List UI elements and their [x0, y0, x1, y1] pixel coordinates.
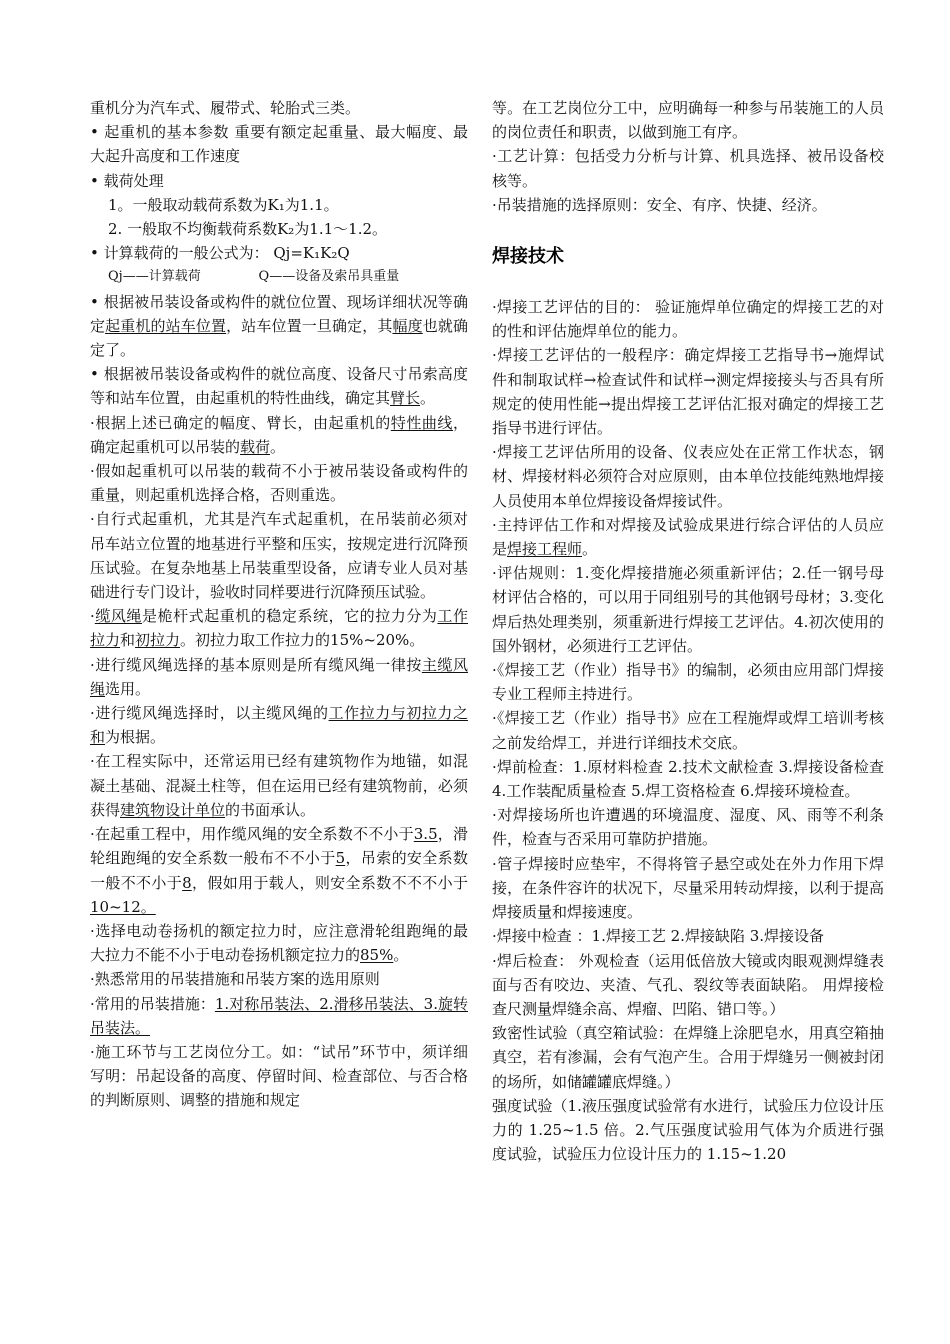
paragraph: ·管子焊接时应垫牢，不得将管子悬空或处在外力作用下焊接，在条件容许的状况下，尽量采用转动焊接，以利于提高焊接质量和焊接速度。	[492, 854, 884, 922]
paragraph: ·吊装措施的选择原则：安全、有序、快捷、经济。	[492, 195, 827, 214]
paragraph: ·对焊接场所也许遭遇的环境温度、湿度、风、雨等不利条件，检查与否采用可靠防护措施。	[492, 806, 884, 849]
paragraph: 2. 一般取不均衡载荷系数K₂为1.1～1.2。	[108, 220, 388, 239]
paragraph: ·熟悉常用的吊装措施和吊装方案的选用原则	[90, 970, 380, 989]
paragraph: • 计算载荷的一般公式为： Qj=K₁K₂Q	[90, 244, 350, 263]
paragraph: ·评估规则：1.变化焊接措施必须重新评估；2.任一钢号母材评估合格的，可以用于同组别号的其他钢号母材；3.变化焊后热处理类别，须重新进行焊接工艺评估。4.初次使用的国外钢材，必须进行工艺评估。	[492, 564, 884, 655]
paragraph: ·主持评估工作和对焊接及试验成果进行综合评估的人员应是焊接工程师。	[492, 515, 884, 559]
paragraph: ·进行缆风绳选择的基本原则是所有缆风绳一律按主缆风绳选用。	[90, 655, 468, 698]
right-column	[492, 96, 884, 1166]
paragraph: ·焊接工艺评估的目的： 验证施焊单位确定的焊接工艺的对的性和评估施焊单位的能力。	[492, 298, 884, 341]
paragraph: ·选择电动卷扬机的额定拉力时，应注意滑轮组跑绳的最大拉力不能不小于电动卷扬机额定拉力的85%。	[90, 921, 468, 965]
paragraph: ·施工环节与工艺岗位分工。如：“试吊”环节中，须详细写明：吊起设备的高度、停留时间、检查部位、与否合格的判断原则、调整的措施和规定	[90, 1042, 468, 1110]
paragraph: 重机分为汽车式、履带式、轮胎式三类。	[90, 99, 361, 117]
paragraph: ·焊接工艺评估的一般程序：确定焊接工艺指导书→施焊试件和制取试样→检查试件和试样→测定焊接接头与否具有所规定的使用性能→提出焊接工艺评估汇报对确定的焊接工艺指导书进行评估。	[492, 346, 884, 438]
paragraph: Qj——计算载荷 Q——设备及索吊具重量	[108, 269, 400, 285]
paragraph: 等。在工艺岗位分工中，应明确每一种参与吊装施工的人员的岗位责任和职责，以做到施工有序。	[492, 99, 884, 142]
paragraph: ·假如起重机可以吊装的载荷不小于被吊装设备或构件的重量，则起重机选择合格，否则重选。	[90, 462, 468, 505]
paragraph: • 起重机的基本参数 重要有额定起重量、最大幅度、最大起升高度和工作速度	[90, 123, 468, 166]
paragraph: ·工艺计算：包括受力分析与计算、机具选择、被吊设备校核等。	[492, 147, 884, 190]
paragraph: ·焊接工艺评估所用的设备、仪表应处在正常工作状态，钢材、焊接材料必须符合对应原则，由本单位技能纯熟地焊接人员使用本单位焊接设备焊接试件。	[492, 443, 884, 510]
section-heading: 焊接技术	[492, 246, 564, 268]
paragraph: 强度试验（1.液压强度试验常有水进行，试验压力位设计压力的 1.25~1.5 倍。2.气压强度试验用气体为介质进行强度试验，试验压力位设计压力的 1.15~1.20	[492, 1096, 884, 1164]
paragraph: ·焊后检查： 外观检查（运用低倍放大镜或肉眼观测焊缝表面与否有咬边、夹渣、气孔、裂纹等表面缺陷。 用焊接检查尺测量焊缝余高、焊瘤、凹陷、错口等。）	[492, 951, 884, 1018]
paragraph: ·《焊接工艺（作业）指导书》的编制，必须由应用部门焊接专业工程师主持进行。	[492, 661, 884, 704]
paragraph: • 载荷处理	[90, 171, 164, 190]
paragraph: ·焊接中检查 ：1.焊接工艺 2.焊接缺陷 3.焊接设备	[492, 927, 825, 946]
paragraph: ·根据上述已确定的幅度、臂长，由起重机的特性曲线，确定起重机可以吊装的载荷。	[90, 413, 468, 456]
paragraph: • 根据被吊装设备或构件的就位位置、现场详细状况等确定起重机的站车位置，站车位置一旦确定，其幅度也就确定了。	[90, 292, 468, 360]
left-column	[90, 96, 468, 1113]
paragraph: ·在工程实际中，还常运用已经有建筑物作为地锚，如混凝土基础、混凝土柱等，但在运用已经有建筑物前，必须获得建筑物设计单位的书面承认。	[90, 752, 468, 819]
paragraph: ·进行缆风绳选择时，以主缆风绳的工作拉力与初拉力之和为根据。	[90, 704, 468, 747]
paragraph: ·焊前检查：1.原材料检查 2.技术文献检查 3.焊接设备检查 4.工作装配质量检查 5.焊工资格检查 6.焊接环境检查。	[492, 757, 884, 801]
paragraph: ·常用的吊装措施：1.对称吊装法、2.滑移吊装法、3.旋转吊装法。	[90, 994, 468, 1037]
paragraph: ·在起重工程中，用作缆风绳的安全系数不不小于3.5，滑轮组跑绳的安全系数一般布不不小于5，吊索的安全系数一般不不小于8，假如用于载人，则安全系数不不不小于10~12。	[90, 825, 468, 916]
paragraph: 致密性试验（真空箱试验：在焊缝上涂肥皂水，用真空箱抽真空，若有渗漏，会有气泡产生。合用于焊缝另一侧被封闭的场所，如储罐罐底焊缝。）	[492, 1024, 884, 1091]
paragraph: ·缆风绳是桅杆式起重机的稳定系统，它的拉力分为工作拉力和初拉力。初拉力取工作拉力的15%~20%。	[90, 607, 468, 650]
paragraph: ·《焊接工艺（作业）指导书》应在工程施焊或焊工培训考核之前发给焊工，并进行详细技术交底。	[492, 709, 884, 752]
paragraph: 1。一般取动载荷系数为K₁为1.1。	[108, 195, 339, 214]
paragraph: ·自行式起重机，尤其是汽车式起重机，在吊装前必须对吊车站立位置的地基进行平整和压实，按规定进行沉降预压试验。在复杂地基上吊装重型设备，应请专业人员对基础进行专门设计，验收时同样要进行沉降预压试验。	[90, 510, 468, 602]
paragraph: • 根据被吊装设备或构件的就位高度、设备尺寸吊索高度等和站车位置，由起重机的特性曲线，确定其臂长。	[90, 365, 468, 408]
